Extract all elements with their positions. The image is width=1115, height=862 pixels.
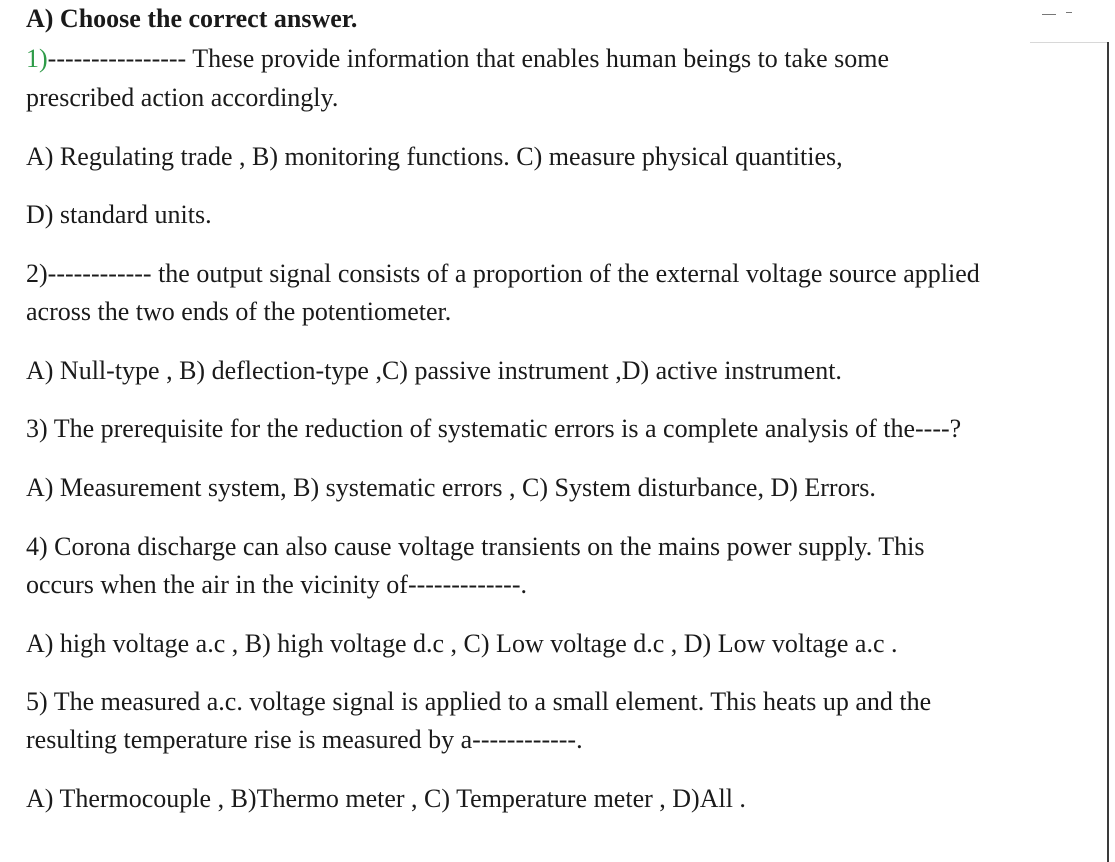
- section-heading: A) Choose the correct answer.: [26, 4, 358, 33]
- question-4-number: 4): [26, 532, 48, 561]
- page-edge-right: [1107, 42, 1109, 862]
- question-3-number: 3): [26, 414, 48, 443]
- question-4-stem-text: Corona discharge can also cause voltage transients on the mains power supply. This: [47, 532, 925, 561]
- question-3-stem: [26, 411, 961, 447]
- question-2-options: A) Null-type , B) deflection-type ,C) passive instrument ,D) active instrument.: [26, 356, 842, 385]
- question-2-stem-text: ------------ the output signal consists of a proportion of the external voltage source applied: [47, 259, 980, 288]
- question-2-number: 2): [26, 259, 48, 288]
- question-1-number: 1): [26, 44, 48, 73]
- question-4-options: A) high voltage a.c , B) high voltage d.c , C) Low voltage d.c , D) Low voltage a.c .: [26, 629, 898, 658]
- question-1-options-line-2: D) standard units.: [26, 200, 212, 229]
- question-4-stem-line-2: occurs when the air in the vicinity of-------------.: [26, 570, 527, 599]
- question-5-stem-line-2: resulting temperature rise is measured by a------------.: [26, 725, 583, 754]
- question-3-options: A) Measurement system, B) systematic errors , C) System disturbance, D) Errors.: [26, 473, 876, 502]
- question-5-options: A) Thermocouple , B)Thermo meter , C) Temperature meter , D)All .: [26, 784, 746, 813]
- question-1-stem-line-1: [26, 41, 889, 77]
- question-2-stem-line-1: [26, 256, 980, 292]
- question-5-stem-line-1: [26, 684, 931, 720]
- question-5-stem-text: The measured a.c. voltage signal is applied to a small element. This heats up and the: [47, 687, 932, 716]
- page-edge-top: [1030, 42, 1109, 43]
- scan-mark: [1066, 12, 1072, 13]
- question-3-stem-text: The prerequisite for the reduction of systematic errors is a complete analysis of the----?: [47, 414, 962, 443]
- question-1-options-line-1: A) Regulating trade , B) monitoring functions. C) measure physical quantities,: [26, 142, 843, 171]
- question-4-stem-line-1: [26, 529, 925, 565]
- scan-mark: [1042, 14, 1056, 15]
- question-5-number: 5): [26, 687, 48, 716]
- question-2-stem-line-2: across the two ends of the potentiometer.: [26, 297, 452, 326]
- question-1-stem-line-2: prescribed action accordingly.: [26, 83, 339, 112]
- question-1-stem-text: ---------------- These provide information that enables human beings to take some: [47, 44, 889, 73]
